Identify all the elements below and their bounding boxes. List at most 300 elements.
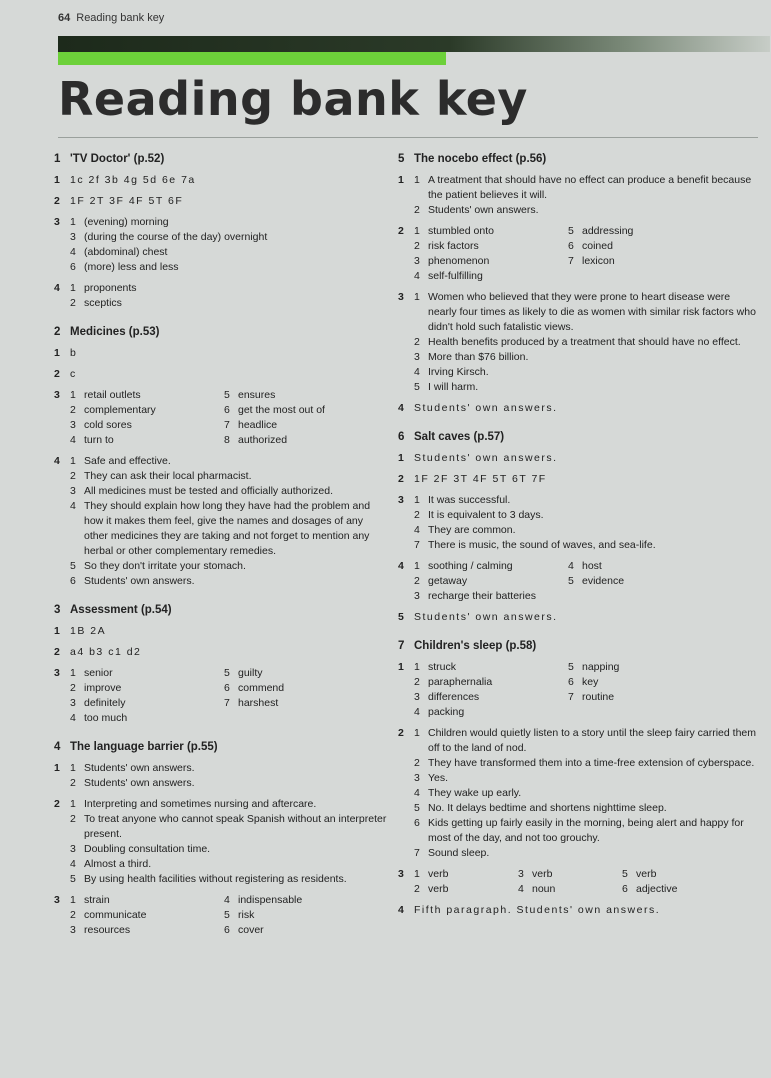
answer-item-number: 1 [414,661,420,673]
question-answers [70,454,389,589]
answer-item-number: 7 [568,255,574,267]
answer-item-number: 6 [70,575,76,587]
header-bar-green [58,52,446,65]
answer-line [414,756,758,771]
answer-item-text: paraphernalia [428,676,493,688]
answer-item-number: 1 [414,494,420,506]
answer-item-text: Safe and effective. [84,455,171,467]
answer-line [70,245,389,260]
answer-item-text: definitely [84,697,126,709]
answer-item-text: communicate [84,909,147,921]
answer-grid [70,666,389,726]
title-rule [58,137,758,138]
section-heading [398,152,758,167]
answer-item-number: 6 [224,924,230,936]
answer-item-number: 3 [70,419,76,431]
answer-item-number: 3 [414,691,420,703]
section-gap [398,924,758,932]
question-answers [414,660,758,720]
answer-item-number: 3 [414,590,420,602]
question-number: 2 [398,225,404,237]
answer-item-text: napping [582,661,620,673]
question [54,893,389,938]
question-number: 1 [54,347,60,359]
answer-item-number [224,711,238,726]
answer-line [70,797,389,812]
answer-item-text: More than $76 billion. [428,351,529,363]
answer-item-number: 5 [224,389,230,401]
answer-item-text: Doubling consultation time. [84,843,211,855]
answer-item-number [568,589,582,604]
section-gap [54,317,389,325]
answer-item-number: 4 [70,712,76,724]
answer-item-number: 1 [414,868,420,880]
section-heading [54,325,389,340]
answer-item-text: It was successful. [428,494,511,506]
question [54,194,389,209]
answer-item-number: 5 [70,873,76,885]
answer-item-text: addressing [582,225,634,237]
answer-item-text: verb [428,883,449,895]
answer-item-text: stumbled onto [428,225,494,237]
question [54,173,389,188]
answer-item-text: verb [636,868,657,880]
answer-item-number: 6 [224,404,230,416]
answer-item-text: retail outlets [84,389,141,401]
question [54,645,389,660]
answer-item-number: 6 [568,676,574,688]
page-number: 64 [58,12,71,24]
answer-item-number: 2 [70,682,76,694]
answer-line [414,508,758,523]
question-number: 1 [398,452,404,464]
answer-item-number: 3 [518,868,524,880]
answer-item-number: 5 [224,909,230,921]
answer-item-number: 4 [70,858,76,870]
question-answers [70,367,389,382]
section-number: 7 [398,640,405,652]
answer-text: Students' own answers. [414,402,558,414]
answer-item-number: 3 [70,485,76,497]
answer-item-text [582,269,758,284]
answer-item-number: 1 [70,282,76,294]
answer-item-number: 7 [414,847,420,859]
header-bar-dark [58,36,770,52]
answer-text: 1F 2T 3F 4F 5T 6F [70,195,184,207]
question-number: 4 [54,455,60,467]
question-number: 1 [54,762,60,774]
answer-item-text: They wake up early. [428,787,522,799]
section-gap [398,631,758,639]
question-number: 1 [54,625,60,637]
question-answers [414,559,758,604]
answer-line [414,786,758,801]
section-title: Children's sleep (p.58) [414,640,537,652]
answer-item-number: 2 [70,297,76,309]
running-header [58,12,164,24]
answer-item-text: (during the course of the day) overnight [84,231,268,243]
answer-item-text: cover [238,924,264,936]
question-number: 2 [398,473,404,485]
answer-line [414,173,758,203]
section-heading [54,740,389,755]
answer-line [70,872,389,887]
section-gap [398,422,758,430]
question-number: 3 [54,667,60,679]
answer-item-number: 1 [70,389,76,401]
answer-item-text: It is equivalent to 3 days. [428,509,544,521]
answer-item-number: 2 [414,883,420,895]
answer-item-text: too much [84,712,128,724]
question [398,173,758,218]
answer-item-number: 4 [414,706,420,718]
answer-item-number: 1 [70,455,76,467]
answer-item-text: Students' own answers. [84,575,195,587]
question [398,660,758,720]
answer-grid [70,893,389,938]
answer-item-number: 6 [414,817,420,829]
question-answers [70,645,389,660]
answer-item-number: 5 [568,661,574,673]
answer-item-text: turn to [84,434,114,446]
answer-item-number: 4 [414,270,420,282]
answer-grid [414,224,758,284]
answer-item-number: 4 [414,787,420,799]
answer-item-number: 2 [414,676,420,688]
answer-line [414,380,758,395]
answer-line [70,559,389,574]
answer-line [414,350,758,365]
answer-item-text: risk factors [428,240,479,252]
section-number: 5 [398,153,405,165]
question-answers [414,290,758,395]
answer-item-number: 7 [568,691,574,703]
question [398,867,758,897]
question [54,666,389,726]
answer-line [414,771,758,786]
answer-text: 1c 2f 3b 4g 5d 6e 7a [70,174,196,186]
section-heading [398,639,758,654]
question-number: 3 [54,216,60,228]
question-answers [414,224,758,284]
answer-item-number: 2 [70,404,76,416]
answer-line [70,499,389,559]
answer-item-number: 1 [414,291,420,303]
answer-item-text [582,705,758,720]
question [398,559,758,604]
answer-item-text: packing [428,706,465,718]
answer-item-number: 1 [414,560,420,572]
section-title: Salt caves (p.57) [414,431,505,443]
answer-item-text: They are common. [428,524,516,536]
answer-item-text: differences [428,691,480,703]
answer-item-text: cold sores [84,419,132,431]
answer-line [70,281,389,296]
question-answers [414,903,758,918]
answer-item-text: struck [428,661,457,673]
question-number: 3 [54,389,60,401]
answer-item-text: No. It delays bedtime and shortens nighttime sleep. [428,802,667,814]
question [54,346,389,361]
answer-item-text: (more) less and less [84,261,179,273]
question-number: 3 [54,894,60,906]
answer-item-text: soothing / calming [428,560,513,572]
section-title: Assessment (p.54) [70,604,172,616]
question-answers [414,173,758,218]
answer-line [70,574,389,589]
question-answers [70,666,389,726]
answer-item-text: Students' own answers. [84,777,195,789]
answer-item-text: Students' own answers. [84,762,195,774]
question-number: 2 [54,646,60,658]
answer-item-text: risk [238,909,255,921]
question-answers [70,346,389,361]
answer-item-text [238,711,389,726]
answer-item-text: ensures [238,389,276,401]
answer-item-number: 4 [414,524,420,536]
answer-line [70,454,389,469]
question-number: 1 [398,174,404,186]
answer-item-text: headlice [238,419,278,431]
answer-line [414,335,758,350]
question-answers [414,451,758,466]
answer-item-number: 2 [414,575,420,587]
answer-item-text: harshest [238,697,279,709]
question [54,388,389,448]
section-number: 4 [54,741,61,753]
answer-item-number: 3 [70,924,76,936]
answer-item-text: Irving Kirsch. [428,366,489,378]
answer-item-number: 1 [414,174,420,186]
answer-line [414,493,758,508]
question-answers [414,867,758,897]
answer-item-text [582,589,758,604]
question-answers [70,194,389,209]
answer-item-text: proponents [84,282,137,294]
section-heading [54,152,389,167]
answer-item-text: Students' own answers. [428,204,539,216]
question-number: 3 [398,291,404,303]
question [54,797,389,887]
section-gap [54,944,389,952]
answer-item-text: Almost a third. [84,858,152,870]
answer-item-number: 5 [568,225,574,237]
question-number: 4 [398,560,404,572]
answer-text: c [70,368,77,380]
answer-item-text: (abdominal) chest [84,246,168,258]
answer-item-text: All medicines must be tested and officially authorized. [84,485,334,497]
answer-text: Students' own answers. [414,611,558,623]
answer-line [414,365,758,380]
answer-item-text: verb [532,868,553,880]
question [398,610,758,625]
question [54,761,389,791]
answer-item-number: 4 [70,246,76,258]
question [54,367,389,382]
answer-item-number: 5 [414,381,420,393]
answer-item-number: 2 [414,336,420,348]
answer-grid [414,559,758,604]
answer-item-number [568,269,582,284]
question-number: 2 [54,195,60,207]
answer-item-number: 4 [414,366,420,378]
answer-item-number: 1 [414,225,420,237]
answer-item-number: 3 [70,843,76,855]
answer-item-text: They can ask their local pharmacist. [84,470,252,482]
question-answers [70,797,389,887]
answer-item-number: 1 [70,894,76,906]
question-number: 4 [398,904,404,916]
right-column [398,152,758,932]
answer-item-text: Kids getting up fairly easily in the morning, being alert and happy for most of the day, and not too grouchy. [428,817,744,844]
answer-item-text: getaway [428,575,468,587]
answer-item-text: verb [428,868,449,880]
answer-item-number: 4 [568,560,574,572]
answer-line [70,776,389,791]
question-answers [414,401,758,416]
answer-item-number: 6 [224,682,230,694]
answer-line [414,523,758,538]
answer-item-text: resources [84,924,131,936]
answer-item-text: complementary [84,404,156,416]
answer-item-text: To treat anyone who cannot speak Spanish without an interpreter present. [84,813,387,840]
answer-item-text: get the most out of [238,404,325,416]
answer-item-number: 5 [70,560,76,572]
answer-item-number: 2 [70,909,76,921]
answer-item-text: evidence [582,575,625,587]
answer-line [70,230,389,245]
section-title: The nocebo effect (p.56) [414,153,547,165]
answer-item-text: routine [582,691,615,703]
section-heading [54,603,389,618]
question-number: 4 [54,282,60,294]
answer-item-text: A treatment that should have no effect can produce a benefit because the patient believes it will. [428,174,752,201]
answer-item-number: 5 [414,802,420,814]
answer-item-number: 4 [224,894,230,906]
answer-item-number: 6 [568,240,574,252]
answer-item-number: 1 [70,798,76,810]
section-gap [54,595,389,603]
question-number: 2 [54,798,60,810]
section-number: 1 [54,153,61,165]
question-answers [414,472,758,487]
answer-line [70,484,389,499]
answer-item-text: sceptics [84,297,122,309]
answer-item-number: 3 [70,231,76,243]
page-title: Reading bank key [58,72,528,126]
answer-item-text: Interpreting and sometimes nursing and aftercare. [84,798,317,810]
question-number: 1 [54,174,60,186]
answer-item-text: key [582,676,599,688]
running-title: Reading bank key [76,12,165,24]
answer-item-number: 7 [224,419,230,431]
answer-item-text: recharge their batteries [428,590,536,602]
answer-item-text: indispensable [238,894,303,906]
answer-item-number: 3 [70,697,76,709]
answer-text: Students' own answers. [414,452,558,464]
answer-item-number [568,705,582,720]
question [398,493,758,553]
answer-item-number: 2 [414,204,420,216]
answer-line [414,726,758,756]
answer-text: a4 b3 c1 d2 [70,646,142,658]
question-answers [414,610,758,625]
answer-item-text: commend [238,682,285,694]
answer-item-number: 1 [70,667,76,679]
question [398,472,758,487]
section-title: The language barrier (p.55) [70,741,218,753]
answer-line [414,816,758,846]
answer-item-number: 3 [414,351,420,363]
answer-line [70,761,389,776]
answer-item-number: 2 [414,757,420,769]
answer-item-text: authorized [238,434,288,446]
answer-line [414,203,758,218]
answer-line [70,812,389,842]
answer-item-text: They have transformed them into a time-free extension of cyberspace. [428,757,755,769]
answer-text: b [70,347,78,359]
answer-grid [414,660,758,720]
answer-item-number: 6 [70,261,76,273]
answer-item-text: They should explain how long they have had the problem and how it makes them feel, give the names and dosages of any other medicines they are taking and not forget to mention any herbal or other complementary remedies. [84,500,371,557]
answer-item-text: noun [532,883,556,895]
question-answers [414,493,758,553]
answer-text: Fifth paragraph. Students' own answers. [414,904,661,916]
answer-item-text: Health benefits produced by a treatment that should have no effect. [428,336,741,348]
answer-item-text: improve [84,682,122,694]
answer-item-number: 2 [70,777,76,789]
section-title: Medicines (p.53) [70,326,160,338]
section-number: 6 [398,431,405,443]
question [54,281,389,311]
question-answers [70,761,389,791]
answer-item-text: self-fulfilling [428,270,483,282]
left-column [54,152,389,952]
answer-item-text: So they don't irritate your stomach. [84,560,246,572]
answer-item-text: By using health facilities without registering as residents. [84,873,347,885]
answer-item-text: senior [84,667,113,679]
answer-line [414,801,758,816]
question [398,224,758,284]
question-number: 3 [398,494,404,506]
question-answers [70,215,389,275]
section-number: 3 [54,604,61,616]
answer-text: 1B 2A [70,625,107,637]
answer-item-number: 7 [224,697,230,709]
answer-item-number: 2 [70,470,76,482]
answer-item-text: host [582,560,602,572]
question [54,215,389,275]
answer-item-text: Children would quietly listen to a story until the sleep fairy carried them off to the land of nod. [428,727,756,754]
question-number: 1 [398,661,404,673]
answer-line [70,857,389,872]
question-answers [70,281,389,311]
answer-line [414,290,758,335]
section-title: 'TV Doctor' (p.52) [70,153,165,165]
answer-item-number: 2 [70,813,76,825]
answer-line [70,215,389,230]
answer-item-text: Yes. [428,772,449,784]
answer-grid [70,388,389,448]
section-heading [398,430,758,445]
question-number: 2 [54,368,60,380]
answer-item-number: 8 [224,434,230,446]
answer-line [414,846,758,861]
question-number: 2 [398,727,404,739]
question [54,624,389,639]
question [54,454,389,589]
question-number: 4 [398,402,404,414]
